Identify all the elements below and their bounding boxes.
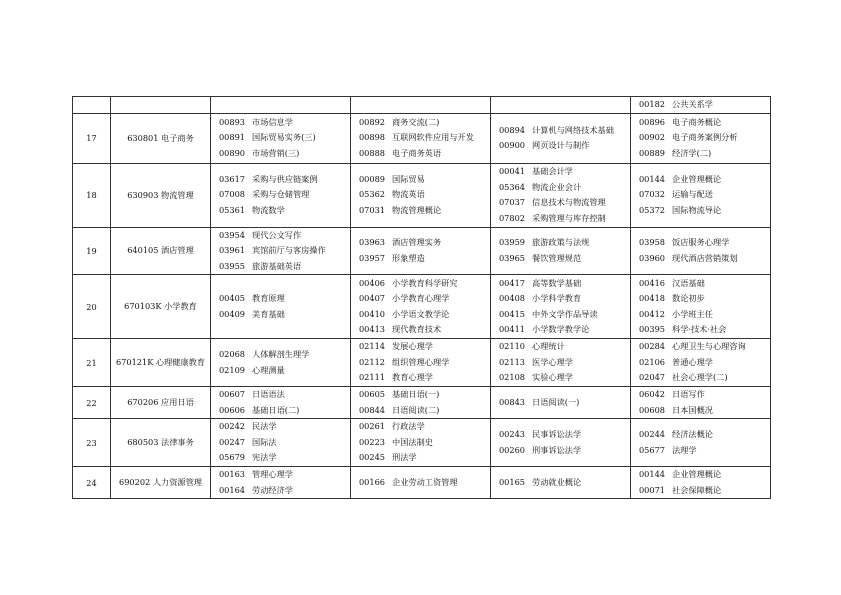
- course-group-cell: [631, 387, 771, 419]
- course-name: 国际贸易: [392, 173, 425, 184]
- course-code: 07802: [498, 212, 526, 223]
- course-name: 市场营销(三): [252, 147, 300, 158]
- course-name: 网页设计与制作: [532, 140, 590, 150]
- course-name: 现代酒店营销策划: [672, 252, 738, 263]
- course-list: [351, 235, 490, 266]
- row-number-cell: [73, 97, 111, 114]
- course-code: 00406: [358, 277, 386, 288]
- course-code: 00902: [638, 132, 666, 143]
- course-name: 人体解剖生理学: [252, 349, 310, 359]
- major-cell: 640105 酒店管理: [111, 227, 211, 275]
- course-list: [491, 235, 630, 266]
- course-group-cell: [631, 113, 771, 163]
- course-group-cell: [351, 387, 491, 419]
- course-group-cell: [211, 387, 351, 419]
- course-name: 劳动就业概论: [532, 476, 582, 487]
- course-code: 00165: [498, 476, 526, 487]
- course-name: 基础日语(一): [392, 389, 440, 399]
- row-number-cell: 24: [73, 467, 111, 499]
- course-name: 日本国概况: [672, 404, 713, 415]
- table-row: [73, 419, 771, 467]
- course-code: 00408: [498, 293, 526, 303]
- course-code: 00891: [218, 132, 246, 143]
- course-group-cell: [351, 97, 491, 114]
- course-list: [351, 475, 490, 491]
- course-group-cell: [351, 275, 491, 339]
- course-name: 企业劳动工资管理: [392, 476, 458, 487]
- course-code: 00041: [498, 166, 526, 176]
- course-list: [631, 339, 770, 386]
- course-name: 科学·技术·社会: [672, 324, 727, 334]
- course-name: 采购管理与库存控制: [532, 212, 606, 223]
- course-code: 00888: [358, 147, 386, 158]
- course-group-cell: [211, 467, 351, 499]
- course-list: [631, 115, 770, 162]
- course-code: 02047: [638, 372, 666, 383]
- course-list: [211, 387, 350, 418]
- course-code: 00223: [358, 436, 386, 447]
- course-code: 00410: [358, 308, 386, 319]
- course-code: 07037: [498, 197, 526, 207]
- course-code: 00242: [218, 421, 246, 432]
- table-row: [73, 97, 771, 114]
- course-name: 心理测量: [252, 364, 285, 375]
- course-group-cell: [491, 339, 631, 387]
- course-list: [351, 419, 490, 466]
- course-code: 02111: [358, 372, 386, 383]
- course-name: 电子商务概论: [672, 116, 722, 127]
- course-code: 03963: [358, 237, 386, 248]
- course-name: 运输与配送: [672, 189, 713, 200]
- course-code: 02068: [218, 349, 246, 359]
- course-name: 劳动经济学: [252, 484, 293, 495]
- course-code: 03960: [638, 252, 666, 263]
- course-group-cell: [491, 97, 631, 114]
- course-code: 02106: [638, 356, 666, 367]
- course-name: 日语写作: [672, 389, 705, 399]
- course-list: [631, 172, 770, 219]
- course-group-cell: [211, 275, 351, 339]
- course-list: [631, 387, 770, 418]
- course-name: 汉语基础: [672, 277, 705, 288]
- course-code: 00608: [638, 404, 666, 415]
- course-list: [491, 164, 630, 226]
- course-code: 00261: [358, 421, 386, 432]
- course-list: [491, 395, 630, 411]
- course-name: 教育心理学: [392, 372, 433, 383]
- row-number-cell: 19: [73, 227, 111, 275]
- course-code: 00071: [638, 484, 666, 495]
- course-list: [351, 339, 490, 386]
- course-group-cell: [491, 113, 631, 163]
- course-name: 电子商务案例分析: [672, 132, 738, 143]
- major-cell: 670206 应用日语: [111, 387, 211, 419]
- course-code: 03617: [218, 173, 246, 184]
- course-list: [211, 291, 350, 322]
- course-code: 03957: [358, 252, 386, 263]
- course-code: 02112: [358, 356, 386, 367]
- course-list: [491, 475, 630, 491]
- course-code: 00896: [638, 116, 666, 127]
- course-name: 采购与仓储管理: [252, 189, 310, 200]
- course-list: [351, 387, 490, 418]
- course-name: 宪法学: [252, 452, 277, 463]
- course-name: 数论初步: [672, 293, 705, 303]
- course-code: 00405: [218, 293, 246, 303]
- row-number-cell: 20: [73, 275, 111, 339]
- course-code: 07008: [218, 189, 246, 200]
- course-list: [631, 235, 770, 266]
- major-cell: 670121K 心理健康教育: [111, 339, 211, 387]
- course-name: 刑法学: [392, 452, 417, 463]
- row-number-cell: 18: [73, 163, 111, 227]
- course-name: 采购与供应链案例: [252, 173, 318, 184]
- course-name: 宾馆前厅与客房操作: [252, 245, 326, 255]
- course-name: 信息技术与物流管理: [532, 197, 606, 207]
- course-code: 03958: [638, 237, 666, 248]
- course-code: 00890: [218, 147, 246, 158]
- course-name: 日语阅读(二): [392, 404, 440, 415]
- course-group-cell: [351, 419, 491, 467]
- course-name: 组织管理心理学: [392, 356, 450, 367]
- course-group-cell: [351, 339, 491, 387]
- course-code: 03954: [218, 229, 246, 240]
- course-name: 小学班主任: [672, 308, 713, 319]
- course-name: 普通心理学: [672, 356, 713, 367]
- course-list: [211, 115, 350, 162]
- course-group-cell: [351, 113, 491, 163]
- course-code: 03961: [218, 245, 246, 255]
- course-group-cell: [631, 163, 771, 227]
- course-code: 07032: [638, 189, 666, 200]
- course-name: 公共关系学: [672, 99, 713, 109]
- course-group-cell: [351, 227, 491, 275]
- course-code: 00412: [638, 308, 666, 319]
- course-name: 管理心理学: [252, 469, 293, 479]
- course-group-cell: [491, 227, 631, 275]
- course-list: [211, 172, 350, 219]
- course-name: 教育原理: [252, 293, 285, 303]
- course-name: 形象塑造: [392, 252, 425, 263]
- course-code: 00417: [498, 277, 526, 288]
- course-code: 00247: [218, 436, 246, 447]
- table-row: [73, 387, 771, 419]
- course-name: 基础会计学: [532, 166, 573, 176]
- course-code: 00844: [358, 404, 386, 415]
- course-name: 美育基础: [252, 308, 285, 319]
- course-group-cell: [631, 419, 771, 467]
- course-code: 00893: [218, 116, 246, 127]
- course-list: [351, 276, 490, 338]
- course-group-cell: [211, 97, 351, 114]
- course-code: 00144: [638, 173, 666, 184]
- course-code: 05677: [638, 444, 666, 455]
- course-name: 企业管理概论: [672, 469, 722, 479]
- course-name: 国际法: [252, 436, 277, 447]
- course-list: [631, 97, 770, 113]
- course-name: 现代公文写作: [252, 229, 302, 240]
- table-row: [73, 467, 771, 499]
- course-list: [491, 276, 630, 338]
- course-name: 旅游政策与法规: [532, 237, 590, 248]
- course-code: 00089: [358, 173, 386, 184]
- table-row: [73, 275, 771, 339]
- course-code: 00416: [638, 277, 666, 288]
- course-list: [631, 427, 770, 458]
- course-name: 心理卫生与心理咨询: [672, 341, 746, 352]
- course-code: 00395: [638, 324, 666, 334]
- course-name: 市场信息学: [252, 116, 293, 127]
- course-code: 05362: [358, 189, 386, 200]
- major-cell: 680503 法律事务: [111, 419, 211, 467]
- course-code: 00166: [358, 476, 386, 487]
- course-name: 民事诉讼法学: [532, 429, 582, 439]
- course-code: 00409: [218, 308, 246, 319]
- course-code: 05364: [498, 181, 526, 192]
- course-list: [351, 172, 490, 219]
- course-code: 00260: [498, 444, 526, 455]
- course-group-cell: [491, 419, 631, 467]
- course-group-cell: [491, 163, 631, 227]
- course-name: 法理学: [672, 444, 697, 455]
- course-code: 02114: [358, 341, 386, 352]
- course-code: 05679: [218, 452, 246, 463]
- course-list: [631, 467, 770, 498]
- course-group-cell: [491, 275, 631, 339]
- row-number-cell: 21: [73, 339, 111, 387]
- course-code: 00415: [498, 308, 526, 319]
- course-name: 心理统计: [532, 341, 565, 352]
- table-row: [73, 113, 771, 163]
- course-list: [211, 347, 350, 378]
- course-code: 00164: [218, 484, 246, 495]
- course-code: 02113: [498, 356, 526, 367]
- course-code: 00245: [358, 452, 386, 463]
- course-code: 00243: [498, 429, 526, 439]
- course-name: 餐饮管理规范: [532, 252, 582, 263]
- course-code: 00182: [638, 99, 666, 109]
- course-list: [211, 228, 350, 275]
- course-name: 基础日语(二): [252, 404, 300, 415]
- course-code: 00144: [638, 469, 666, 479]
- course-group-cell: [211, 419, 351, 467]
- course-name: 小学语文教学论: [392, 308, 450, 319]
- course-code: 03959: [498, 237, 526, 248]
- table-row: [73, 227, 771, 275]
- course-name: 旅游基础英语: [252, 260, 302, 271]
- course-name: 日语语法: [252, 389, 285, 399]
- course-code: 00244: [638, 429, 666, 439]
- course-list: [351, 115, 490, 162]
- course-code: 00163: [218, 469, 246, 479]
- course-group-cell: [211, 339, 351, 387]
- course-code: 07031: [358, 204, 386, 215]
- course-name: 物流企业会计: [532, 181, 582, 192]
- course-group-cell: [631, 275, 771, 339]
- course-code: 00900: [498, 140, 526, 150]
- course-code: 00284: [638, 341, 666, 352]
- course-group-cell: [211, 113, 351, 163]
- course-group-cell: [631, 339, 771, 387]
- course-name: 行政法学: [392, 421, 425, 432]
- course-group-cell: [351, 163, 491, 227]
- course-list: [491, 427, 630, 458]
- course-code: 02110: [498, 341, 526, 352]
- course-name: 实验心理学: [532, 372, 573, 383]
- course-name: 医学心理学: [532, 356, 573, 367]
- course-code: 00606: [218, 404, 246, 415]
- course-list: [491, 339, 630, 386]
- course-group-cell: [631, 97, 771, 114]
- course-code: 00898: [358, 132, 386, 143]
- course-code: 00605: [358, 389, 386, 399]
- course-name: 日语阅读(一): [532, 396, 580, 407]
- course-name: 物流英语: [392, 189, 425, 200]
- course-name: 经济学(二): [672, 147, 712, 158]
- row-number-cell: 23: [73, 419, 111, 467]
- course-name: 互联网软件应用与开发: [392, 132, 474, 143]
- course-name: 民法学: [252, 421, 277, 432]
- course-name: 经济法概论: [672, 429, 713, 439]
- major-cell: 630903 物流管理: [111, 163, 211, 227]
- course-name: 中外文学作品导读: [532, 308, 598, 319]
- course-code: 00607: [218, 389, 246, 399]
- course-code: 06042: [638, 389, 666, 399]
- course-name: 发展心理学: [392, 341, 433, 352]
- major-cell: 630801 电子商务: [111, 113, 211, 163]
- course-list: [631, 276, 770, 338]
- course-code: 00843: [498, 396, 526, 407]
- course-group-cell: [491, 387, 631, 419]
- course-name: 中国法制史: [392, 436, 433, 447]
- course-name: 刑事诉讼法学: [532, 444, 582, 455]
- course-group-cell: [491, 467, 631, 499]
- table-row: [73, 163, 771, 227]
- course-list: [491, 123, 630, 154]
- course-name: 计算机与网络技术基础: [532, 124, 614, 135]
- course-code: 00894: [498, 124, 526, 135]
- course-name: 物流数学: [252, 204, 285, 215]
- course-name: 小学教育心理学: [392, 293, 450, 303]
- course-name: 国际物流导论: [672, 204, 722, 215]
- course-code: 00889: [638, 147, 666, 158]
- course-code: 03955: [218, 260, 246, 271]
- table-row: [73, 339, 771, 387]
- course-name: 商务交流(二): [392, 116, 440, 127]
- course-name: 小学科学教育: [532, 293, 582, 303]
- course-code: 00413: [358, 324, 386, 334]
- course-code: 00418: [638, 293, 666, 303]
- major-cell: 690202 人力资源管理: [111, 467, 211, 499]
- course-table: [72, 96, 771, 499]
- major-cell: 670103K 小学教育: [111, 275, 211, 339]
- course-name: 小学数学教学论: [532, 324, 590, 334]
- course-name: 饭店服务心理学: [672, 237, 730, 248]
- course-group-cell: [211, 227, 351, 275]
- table-body: [73, 97, 771, 499]
- course-group-cell: [631, 227, 771, 275]
- course-code: 05361: [218, 204, 246, 215]
- course-code: 02109: [218, 364, 246, 375]
- course-name: 企业管理概论: [672, 173, 722, 184]
- course-name: 社会心理学(二): [672, 372, 728, 383]
- course-name: 酒店管理实务: [392, 237, 442, 248]
- course-code: 00892: [358, 116, 386, 127]
- major-cell: [111, 97, 211, 114]
- course-list: [211, 419, 350, 466]
- course-name: 小学教育科学研究: [392, 277, 458, 288]
- course-list: [211, 467, 350, 498]
- course-group-cell: [631, 467, 771, 499]
- course-code: 05372: [638, 204, 666, 215]
- course-group-cell: [211, 163, 351, 227]
- course-code: 00407: [358, 293, 386, 303]
- course-name: 现代教育技术: [392, 324, 442, 334]
- course-code: 02108: [498, 372, 526, 383]
- course-name: 物流管理概论: [392, 204, 442, 215]
- course-code: 00411: [498, 324, 526, 334]
- course-name: 电子商务英语: [392, 147, 442, 158]
- course-name: 国际贸易实务(三): [252, 132, 316, 143]
- course-name: 高等数学基础: [532, 277, 582, 288]
- course-group-cell: [351, 467, 491, 499]
- row-number-cell: 17: [73, 113, 111, 163]
- course-name: 社会保障概论: [672, 484, 722, 495]
- row-number-cell: 22: [73, 387, 111, 419]
- course-code: 03965: [498, 252, 526, 263]
